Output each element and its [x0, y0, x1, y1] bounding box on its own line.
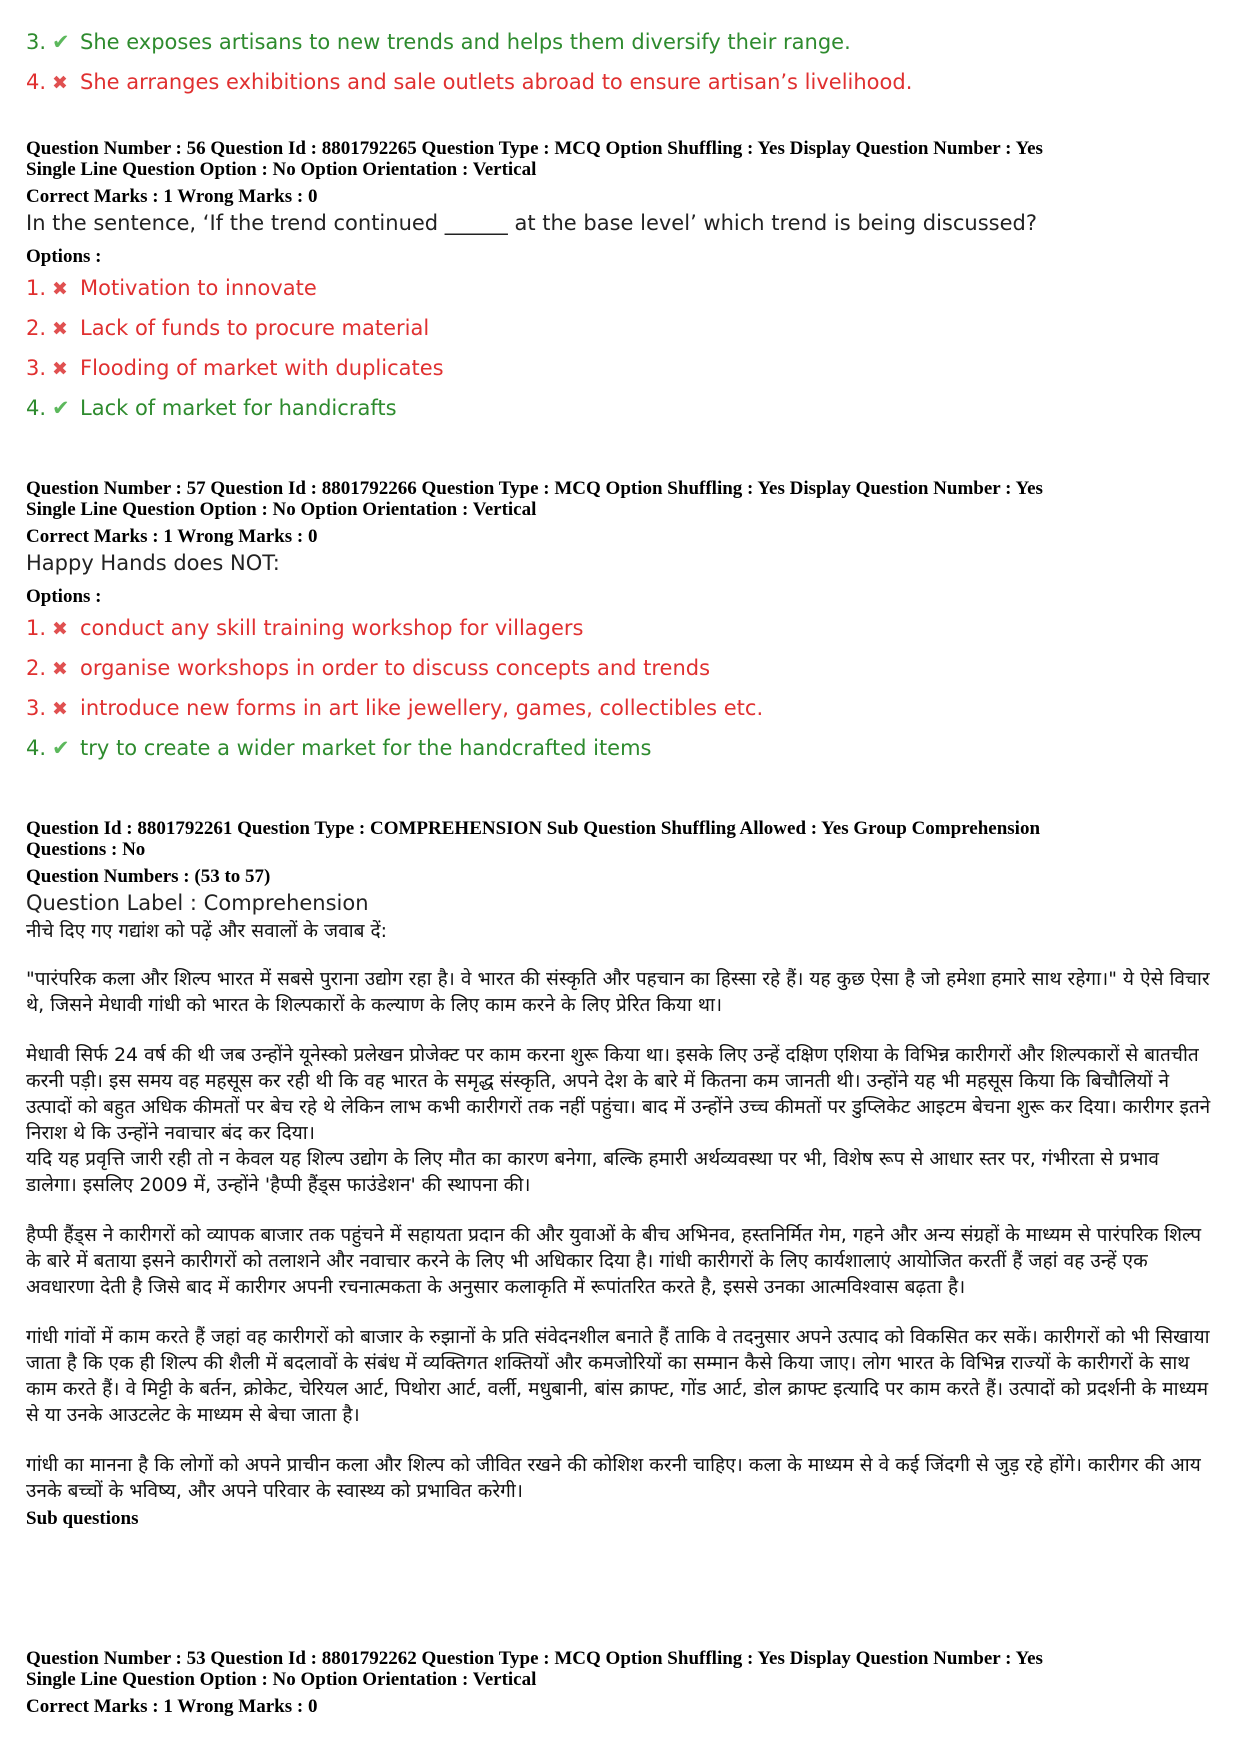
cross-icon: ✖	[52, 358, 68, 380]
option-2	[26, 308, 1214, 348]
question-marks: Correct Marks : 1 Wrong Marks : 0	[26, 526, 318, 547]
sub-questions-heading: Sub questions	[26, 1508, 139, 1529]
cross-icon: ✖	[52, 618, 68, 640]
question-marks: Correct Marks : 1 Wrong Marks : 0	[26, 1696, 318, 1717]
meta-line-2: Single Line Question Option : No Option Orientation : Vertical	[26, 1669, 537, 1690]
meta-line-1: Question Number : 53 Question Id : 8801792262 Question Type : MCQ Option Shuffling : Yes Display Question Number : Yes	[26, 1648, 1043, 1669]
option-4	[26, 62, 1214, 102]
question-meta	[26, 138, 1214, 180]
option-text: Motivation to innovate	[80, 276, 317, 300]
question-text: In the sentence, ‘If the trend continued ______ at the base level’ which trend is being discussed?	[26, 211, 1037, 235]
option-1	[26, 608, 1214, 648]
option-number: 2.	[26, 316, 47, 340]
question-meta	[26, 478, 1214, 520]
options-list	[26, 268, 1214, 428]
comprehension	[26, 818, 1214, 1529]
option-number: 1.	[26, 616, 47, 640]
option-text: try to create a wider market for the handcrafted items	[80, 736, 652, 760]
instruction: नीचे दिए गए गद्यांश को पढ़ें और सवालों के जवाब दें:	[26, 920, 388, 942]
options-label: Options :	[26, 246, 102, 267]
option-number: 3.	[26, 696, 47, 720]
cross-icon: ✖	[52, 72, 68, 94]
passage-paragraph-3: हैप्पी हैंड्स ने कारीगरों को व्यापक बाजार तक पहुंचने में सहायता प्रदान की और युवाओं के बीच अभिनव, हस्तनिर्मित गेम, गहने और अन्य संग्रहों के माध्यम से पारंपरिक शिल्प के बारे में बताया इसने कारीगरों को तलाशने और नवाचार करने के लिए भी अधिकार दिया है। गांधी कारीगरों के लिए कार्यशालाएं आयोजित करतीं हैं जहां वह उन्हें एक अवधारणा देती है जिसे बाद में कारीगर अपनी रचनात्मकता के अनुसार कलाकृति में रूपांतरित करते है, इससे उनका आत्मविश्वास बढ़ता है।	[26, 1224, 1202, 1298]
meta-line-1: Question Number : 57 Question Id : 8801792266 Question Type : MCQ Option Shuffling : Yes Display Question Number : Yes	[26, 478, 1043, 499]
option-number: 1.	[26, 276, 47, 300]
options-label: Options :	[26, 586, 102, 607]
passage-paragraph-2b: यदि यह प्रवृत्ति जारी रही तो न केवल यह शिल्प उद्योग के लिए मौत का कारण बनेगा, बल्कि हमारी अर्थव्यवस्था पर भी, विशेष रूप से आधार स्तर पर, गंभीरता से प्रभाव डालेगा। इसलिए 2009 में, उन्होंने 'हैप्पी हैंड्स फाउंडेशन' की स्थापना की।	[26, 1148, 1159, 1196]
option-number: 3.	[26, 30, 47, 54]
question-53	[26, 1648, 1214, 1718]
option-number: 4.	[26, 396, 47, 420]
options-list	[26, 608, 1214, 768]
cross-icon: ✖	[52, 698, 68, 720]
option-3	[26, 348, 1214, 388]
cross-icon: ✖	[52, 278, 68, 300]
passage-paragraph-5: गांधी का मानना है कि लोगों को अपने प्राचीन कला और शिल्प को जीवित रखने की कोशिश करनी चाहिए। कला के माध्यम से वे कई जिंदगी से जुड़ रहे होंगे। कारीगर की आय उनके बच्चों के भविष्य, और अपने परिवार के स्वास्थ्य को प्रभावित करेगी।	[26, 1454, 1201, 1502]
option-4	[26, 728, 1214, 768]
passage-paragraph-1: "पारंपरिक कला और शिल्प भारत में सबसे पुराना उद्योग रहा है। वे भारत की संस्कृति और पहचान का हिस्सा रहे हैं। यह कुछ ऐसा है जो हमेशा हमारे साथ रहेगा।" ये ऐसे विचार थे, जिसने मेधावी गांधी को भारत के शिल्पकारों के कल्याण के लिए काम करने के लिए प्रेरित किया था।	[26, 968, 1210, 1016]
question-56	[26, 138, 1214, 428]
meta-line-2: Questions : No	[26, 839, 146, 860]
meta-line-1: Question Number : 56 Question Id : 8801792265 Question Type : MCQ Option Shuffling : Yes Display Question Number : Yes	[26, 138, 1043, 159]
check-icon: ✔	[52, 30, 70, 54]
option-number: 3.	[26, 356, 47, 380]
option-text: Lack of funds to procure material	[80, 316, 430, 340]
option-text: organise workshops in order to discuss concepts and trends	[80, 656, 711, 680]
meta-line-1: Question Id : 8801792261 Question Type : COMPREHENSION Sub Question Shuffling Allowed : Yes Group Comprehension	[26, 818, 1041, 839]
meta-line-2: Single Line Question Option : No Option Orientation : Vertical	[26, 499, 537, 520]
question-numbers: Question Numbers : (53 to 57)	[26, 866, 271, 887]
top-options	[26, 22, 1214, 102]
question-meta	[26, 1648, 1214, 1690]
option-text: Flooding of market with duplicates	[80, 356, 444, 380]
question-marks: Correct Marks : 1 Wrong Marks : 0	[26, 186, 318, 207]
passage-paragraph-4: गांधी गांवों में काम करते हैं जहां वह कारीगरों को बाजार के रुझानों के प्रति संवेदनशील बनाते हैं ताकि वे तदनुसार अपने उत्पाद को विकसित कर सकें। कारीगरों को भी सिखाया जाता है कि एक ही शिल्प की शैली में बदलावों के संबंध में व्यक्तिगत शक्तियों और कमजोरियों का सम्मान कैसे किया जाए। लोग भारत के विभिन्न राज्यों के कारीगरों के साथ काम करते हैं। वे मिट्टी के बर्तन, क्रोकेट, चेरियल आर्ट, पिथोरा आर्ट, वर्ली, मधुबानी, बांस क्राफ्ट, गोंड आर्ट, डोल क्राफ्ट इत्यादि पर काम करते हैं। उत्पादों को प्रदर्शनी के माध्यम से या उनके आउटलेट के माध्यम से बेचा जाता है।	[26, 1326, 1210, 1426]
option-text: She exposes artisans to new trends and helps them diversify their range.	[80, 30, 851, 54]
question-57	[26, 478, 1214, 768]
option-1	[26, 268, 1214, 308]
option-3	[26, 688, 1214, 728]
question-label: Question Label : Comprehension	[26, 891, 369, 915]
option-4	[26, 388, 1214, 428]
option-text: Lack of market for handicrafts	[80, 396, 397, 420]
option-2	[26, 648, 1214, 688]
option-3	[26, 22, 1214, 62]
option-text: conduct any skill training workshop for villagers	[80, 616, 584, 640]
cross-icon: ✖	[52, 318, 68, 340]
passage-paragraph-2: मेधावी सिर्फ 24 वर्ष की थी जब उन्होंने यूनेस्को प्रलेखन प्रोजेक्ट पर काम करना शुरू किया था। इसके लिए उन्हें दक्षिण एशिया के विभिन्न कारीगरों और शिल्पकारों से बातचीत करनी पड़ी। इस समय वह महसूस कर रही थी कि वह भारत के समृद्ध संस्कृति, अपने देश के बारे में कितना कम जानती थी। उन्होंने यह भी महसूस किया कि बिचौलियों ने उत्पादों को बहुत अधिक कीमतों पर बेच रहे थे लेकिन लाभ कभी कारीगरों तक नहीं पहुंचा। बाद में उन्होंने उच्च कीमतों पर डुप्लिकेट आइटम बेचना शुरू कर दिया। कारीगर इतने निराश थे कि उन्होंने नवाचार बंद कर दिया।	[26, 1044, 1211, 1144]
option-text: introduce new forms in art like jewellery, games, collectibles etc.	[80, 696, 764, 720]
cross-icon: ✖	[52, 658, 68, 680]
check-icon: ✔	[52, 396, 70, 420]
comprehension-meta	[26, 818, 1214, 860]
question-text: Happy Hands does NOT:	[26, 551, 280, 575]
meta-line-2: Single Line Question Option : No Option Orientation : Vertical	[26, 159, 537, 180]
option-number: 4.	[26, 736, 47, 760]
option-number: 2.	[26, 656, 47, 680]
check-icon: ✔	[52, 736, 70, 760]
option-text: She arranges exhibitions and sale outlets abroad to ensure artisan’s livelihood.	[80, 70, 913, 94]
option-number: 4.	[26, 70, 47, 94]
